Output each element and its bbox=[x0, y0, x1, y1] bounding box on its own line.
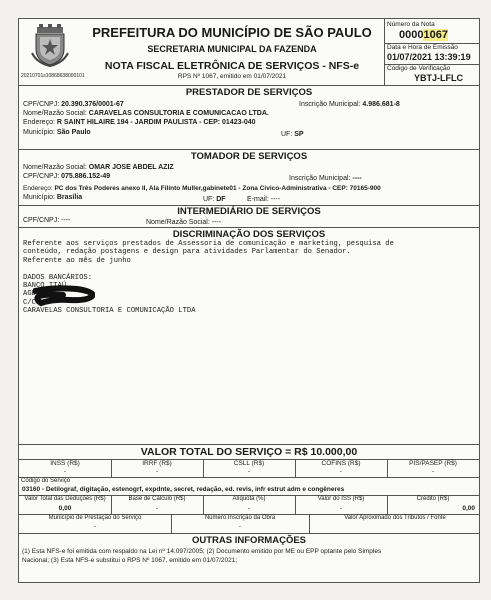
outras-line-2: Nacional; (3) Esta NFS-e substitui o RPS Nº 1067, emitido em 01/07/2021; bbox=[22, 557, 238, 564]
inss-label: INSS (R$) bbox=[50, 460, 80, 467]
prestador-heading: PRESTADOR DE SERVIÇOS bbox=[185, 87, 313, 98]
discriminacao-line: C/C: bbox=[23, 298, 41, 307]
city-seal-icon bbox=[31, 23, 69, 67]
data-emissao-value: 01/07/2021 13:39:19 bbox=[387, 52, 471, 62]
tomador-nome: Nome/Razão Social: OMAR JOSE ABDEL AZIZ bbox=[23, 164, 174, 171]
secretariat-title: SECRETARIA MUNICIPAL DA FAZENDA bbox=[147, 44, 317, 54]
discriminacao-line: Referente aos serviços prestados de Assessoria de comunicação e marketing, pesquisa de bbox=[23, 240, 394, 248]
codigo-servico-label: Código do Serviço bbox=[21, 478, 71, 484]
redaction-mark bbox=[33, 285, 95, 307]
credito-value: 0,00 bbox=[462, 505, 475, 512]
discriminacao-line bbox=[23, 265, 394, 273]
tomador-heading: TOMADOR DE SERVIÇOS bbox=[190, 151, 308, 162]
deducoes-label: Valor Total das Deduções (R$) bbox=[24, 496, 106, 502]
numero-nota-label: Número da Nota bbox=[387, 21, 435, 28]
prestador-uf: UF: SP bbox=[281, 131, 304, 138]
pis-pasep-label: PIS/PASEP (R$) bbox=[409, 460, 457, 467]
discriminacao-line: CARAVELAS CONSULTORIA E COMUNICAÇÃO LTDA bbox=[23, 307, 196, 316]
cofins-value: - bbox=[339, 468, 343, 475]
discriminacao-heading: DISCRIMINAÇÃO DOS SERVIÇOS bbox=[172, 229, 326, 240]
base-calculo-label: Base de Cálculo (R$) bbox=[128, 496, 186, 502]
irrf-label: IRRF (R$) bbox=[142, 460, 172, 467]
tomador-email: E-mail: ---- bbox=[247, 196, 281, 203]
prestador-municipio: Município: São Paulo bbox=[23, 129, 91, 136]
prestador-inscricao: Inscrição Municipal: 4.986.681-8 bbox=[299, 101, 400, 108]
tomador-municipio: Município: Brasília bbox=[23, 194, 83, 201]
valor-iss-value: - bbox=[339, 505, 343, 512]
csll-value: - bbox=[247, 468, 251, 475]
discriminacao-line: AGÊNCIA: bbox=[23, 290, 58, 299]
credito-label: Crédito (R$) bbox=[416, 496, 450, 502]
inss-value: - bbox=[63, 468, 67, 475]
discriminacao-line: BANCO ITAÚ bbox=[23, 282, 67, 291]
data-emissao-label: Data e Hora de Emissão bbox=[387, 44, 458, 51]
outras-line-1: (1) Esta NFS-e foi emitida com respaldo na Lei nº 14.097/2005; (2) Documento emitido por ME ou EPP optante pelo Simples bbox=[22, 548, 382, 555]
codigo-servico-value: 03160 - Detilograf, digitação, estenogrf, expdnte, secret, redação, ed. revis, infr estrut adm e congêneres bbox=[22, 486, 345, 493]
aliquota-label: Alíquota (%) bbox=[232, 496, 266, 502]
prestador-endereco: Endereço: R SAINT HILAIRE 194 - JARDIM PAULISTA - CEP: 01423-040 bbox=[23, 119, 256, 126]
municipio-prestacao-value: - bbox=[93, 523, 97, 530]
tomador-uf: UF: DF bbox=[203, 196, 226, 203]
deducoes-value: 0,00 bbox=[58, 505, 72, 512]
barcode-text: 20210701s10868638000101 bbox=[21, 73, 85, 79]
prestador-cpf: CPF/CNPJ: 20.390.376/0001-67 bbox=[23, 101, 124, 108]
discriminacao-line: Referente ao mês de junho bbox=[23, 256, 131, 265]
municipality-title: PREFEITURA DO MUNICÍPIO DE SÃO PAULO bbox=[92, 25, 372, 40]
codigo-verificacao-value: YBTJ-LFLC bbox=[414, 73, 463, 83]
nfse-document bbox=[18, 18, 480, 583]
pis-pasep-value: - bbox=[431, 468, 435, 475]
valor-iss-label: Valor do ISS (R$) bbox=[317, 496, 365, 502]
discriminacao-line: conteúdo, redação postagens e design para atividades Parlamentar do Senador. bbox=[23, 248, 351, 257]
intermediario-cpf: CPF/CNPJ: ---- bbox=[23, 217, 71, 224]
municipio-prestacao-label: Município de Prestação do Serviço bbox=[48, 515, 142, 521]
intermediario-heading: INTERMEDIÁRIO DE SERVIÇOS bbox=[177, 206, 321, 217]
cofins-label: COFINS (R$) bbox=[321, 460, 361, 467]
base-calculo-value: - bbox=[155, 505, 159, 512]
valor-total: VALOR TOTAL DO SERVIÇO = R$ 10.000,00 bbox=[140, 446, 358, 458]
numero-nota-value: 00001067 bbox=[399, 29, 448, 41]
tributos-fonte-label: Valor Aproximado dos Tributos / Fonte bbox=[344, 515, 446, 521]
document-title: NOTA FISCAL ELETRÔNICA DE SERVIÇOS - NFS-e bbox=[104, 60, 360, 72]
codigo-verificacao-label: Código de Verificação bbox=[387, 65, 451, 72]
tomador-inscricao: Inscrição Municipal: ---- bbox=[289, 175, 362, 182]
tomador-endereco: Endereço: PC dos Três Poderes anexo II, Ala Filinto Muller,gabinete01 - Zona Civico-Administrativa - CEP: 70165-900 bbox=[23, 185, 381, 192]
inscricao-obra-label: Número Inscrição da Obra bbox=[204, 515, 276, 521]
aliquota-value: - bbox=[247, 505, 251, 512]
irrf-value: - bbox=[155, 468, 159, 475]
csll-label: CSLL (R$) bbox=[233, 460, 265, 467]
intermediario-nome: Nome/Razão Social: ---- bbox=[146, 219, 222, 226]
tomador-cpf: CPF/CNPJ: 075.886.152-49 bbox=[23, 173, 111, 180]
discriminacao-line: DADOS BANCÁRIOS: bbox=[23, 273, 93, 282]
rps-line: RPS Nº 1067, emitido em 01/07/2021 bbox=[177, 73, 287, 80]
outras-heading: OUTRAS INFORMAÇÕES bbox=[192, 535, 306, 546]
prestador-nome: Nome/Razão Social: CARAVELAS CONSULTORIA E COMUNICACAO LTDA. bbox=[23, 110, 269, 117]
inscricao-obra-value: - bbox=[238, 523, 242, 530]
